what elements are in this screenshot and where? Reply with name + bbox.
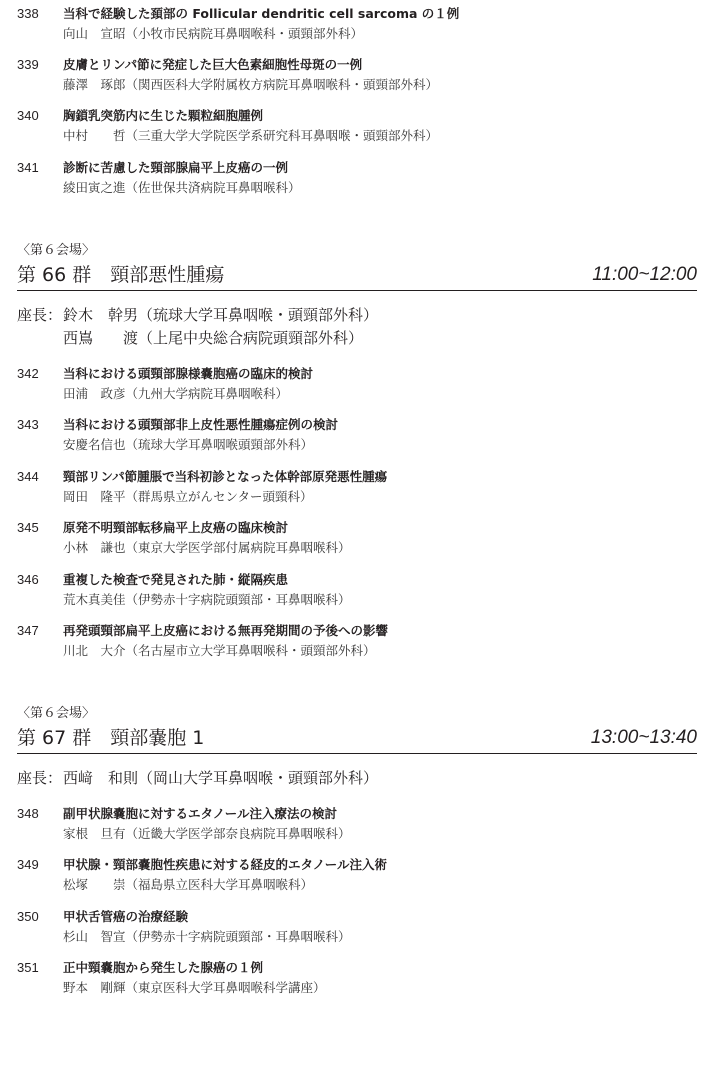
- entry-title: 副甲状腺嚢胞に対するエタノール注入療法の検討: [63, 806, 338, 821]
- entry-author: 家根 旦有（近畿大学医学部奈良病院耳鼻咽喉科）: [63, 826, 351, 841]
- session-title: 第 67 群 頸部嚢胞 1: [17, 727, 205, 749]
- entry-author: 小林 謙也（東京大学医学部付属病院耳鼻咽喉科）: [63, 540, 351, 555]
- entry-number: 347: [17, 623, 39, 638]
- session-header: [17, 725, 697, 754]
- entry-number: 345: [17, 520, 39, 535]
- entry-author: 向山 宣昭（小牧市民病院耳鼻咽喉科・頭頸部外科）: [63, 26, 364, 41]
- chair-name: 西﨑 和則（岡山大学耳鼻咽喉・頭頸部外科）: [63, 769, 379, 787]
- chair-name: 西嶌 渡（上尾中央総合病院頭頸部外科）: [63, 329, 364, 347]
- entry-author: 安慶名信也（琉球大学耳鼻咽喉頭頸部外科）: [63, 437, 314, 452]
- entry-title: 胸鎖乳突筋内に生じた顆粒細胞腫例: [63, 108, 264, 123]
- entry-title: 診断に苦慮した頸部腺扁平上皮癌の一例: [63, 160, 289, 175]
- entry-number: 341: [17, 160, 39, 175]
- entry-author: 田浦 政彦（九州大学病院耳鼻咽喉科）: [63, 386, 289, 401]
- entry-author: 中村 哲（三重大学大学院医学系研究科耳鼻咽喉・頭頸部外科）: [63, 128, 439, 143]
- session-header: [17, 262, 697, 291]
- entry-title: 正中頸嚢胞から発生した腺癌の１例: [63, 960, 264, 975]
- entry-number: 343: [17, 417, 39, 432]
- entry-title: 甲状腺・頸部嚢胞性疾患に対する経皮的エタノール注入術: [63, 857, 388, 872]
- entry-number: 340: [17, 108, 39, 123]
- entry-author: 荒木真美佳（伊勢赤十字病院頭頸部・耳鼻咽喉科）: [63, 592, 351, 607]
- entry-number: 346: [17, 572, 39, 587]
- entry-number: 344: [17, 469, 39, 484]
- session-title: 第 66 群 頸部悪性腫瘍: [17, 264, 225, 286]
- chair-label: 座長：: [17, 306, 63, 324]
- entry-author: 野本 剛輝（東京医科大学耳鼻咽喉科学講座）: [63, 980, 326, 995]
- session-time: 13:00~13:40: [590, 727, 697, 748]
- entry-author: 松塚 崇（福島県立医科大学耳鼻咽喉科）: [63, 877, 314, 892]
- chair-name: 鈴木 幹男（琉球大学耳鼻咽喉・頭頸部外科）: [63, 306, 379, 324]
- entry-title: 当科で経験した頚部の Follicular dendritic cell sarcoma の１例: [63, 6, 460, 21]
- entry-author: 岡田 隆平（群馬県立がんセンター頭頸科）: [63, 489, 313, 504]
- entry-author: 杉山 智宣（伊勢赤十字病院頭頸部・耳鼻咽喉科）: [63, 929, 351, 944]
- session-time: 11:00~12:00: [592, 264, 697, 285]
- entry-title: 皮膚とリンパ節に発症した巨大色素細胞性母斑の一例: [63, 57, 363, 72]
- entry-number: 350: [17, 909, 39, 924]
- entry-author: 川北 大介（名古屋市立大学耳鼻咽喉科・頭頸部外科）: [63, 643, 376, 658]
- chair-label: 座長：: [17, 769, 63, 787]
- entry-number: 351: [17, 960, 39, 975]
- venue-label: 〈第６会場〉: [17, 243, 96, 258]
- entry-title: 頸部リンパ節腫脹で当科初診となった体幹部原発悪性腫瘍: [63, 469, 388, 484]
- entry-number: 349: [17, 857, 39, 872]
- entry-title: 重複した検査で発見された肺・縦隔疾患: [63, 572, 289, 587]
- entry-title: 当科における頭頸部腺様嚢胞癌の臨床的検討: [63, 366, 314, 381]
- entry-number: 342: [17, 366, 39, 381]
- entry-author: 綾田寅之進（佐世保共済病院耳鼻咽喉科）: [63, 180, 301, 195]
- entry-title: 甲状舌管癌の治療経験: [63, 909, 189, 924]
- venue-label: 〈第６会場〉: [17, 706, 96, 721]
- entry-title: 当科における頭頸部非上皮性悪性腫瘍症例の検討: [63, 417, 339, 432]
- entry-number: 348: [17, 806, 39, 821]
- entry-number: 339: [17, 57, 39, 72]
- entry-title: 原発不明頸部転移扁平上皮癌の臨床検討: [63, 520, 289, 535]
- entry-author: 藤澤 琢郎（関西医科大学附属枚方病院耳鼻咽喉科・頭頸部外科）: [63, 77, 439, 92]
- entry-number: 338: [17, 6, 39, 21]
- entry-title: 再発頭頸部扁平上皮癌における無再発期間の予後への影響: [63, 623, 389, 638]
